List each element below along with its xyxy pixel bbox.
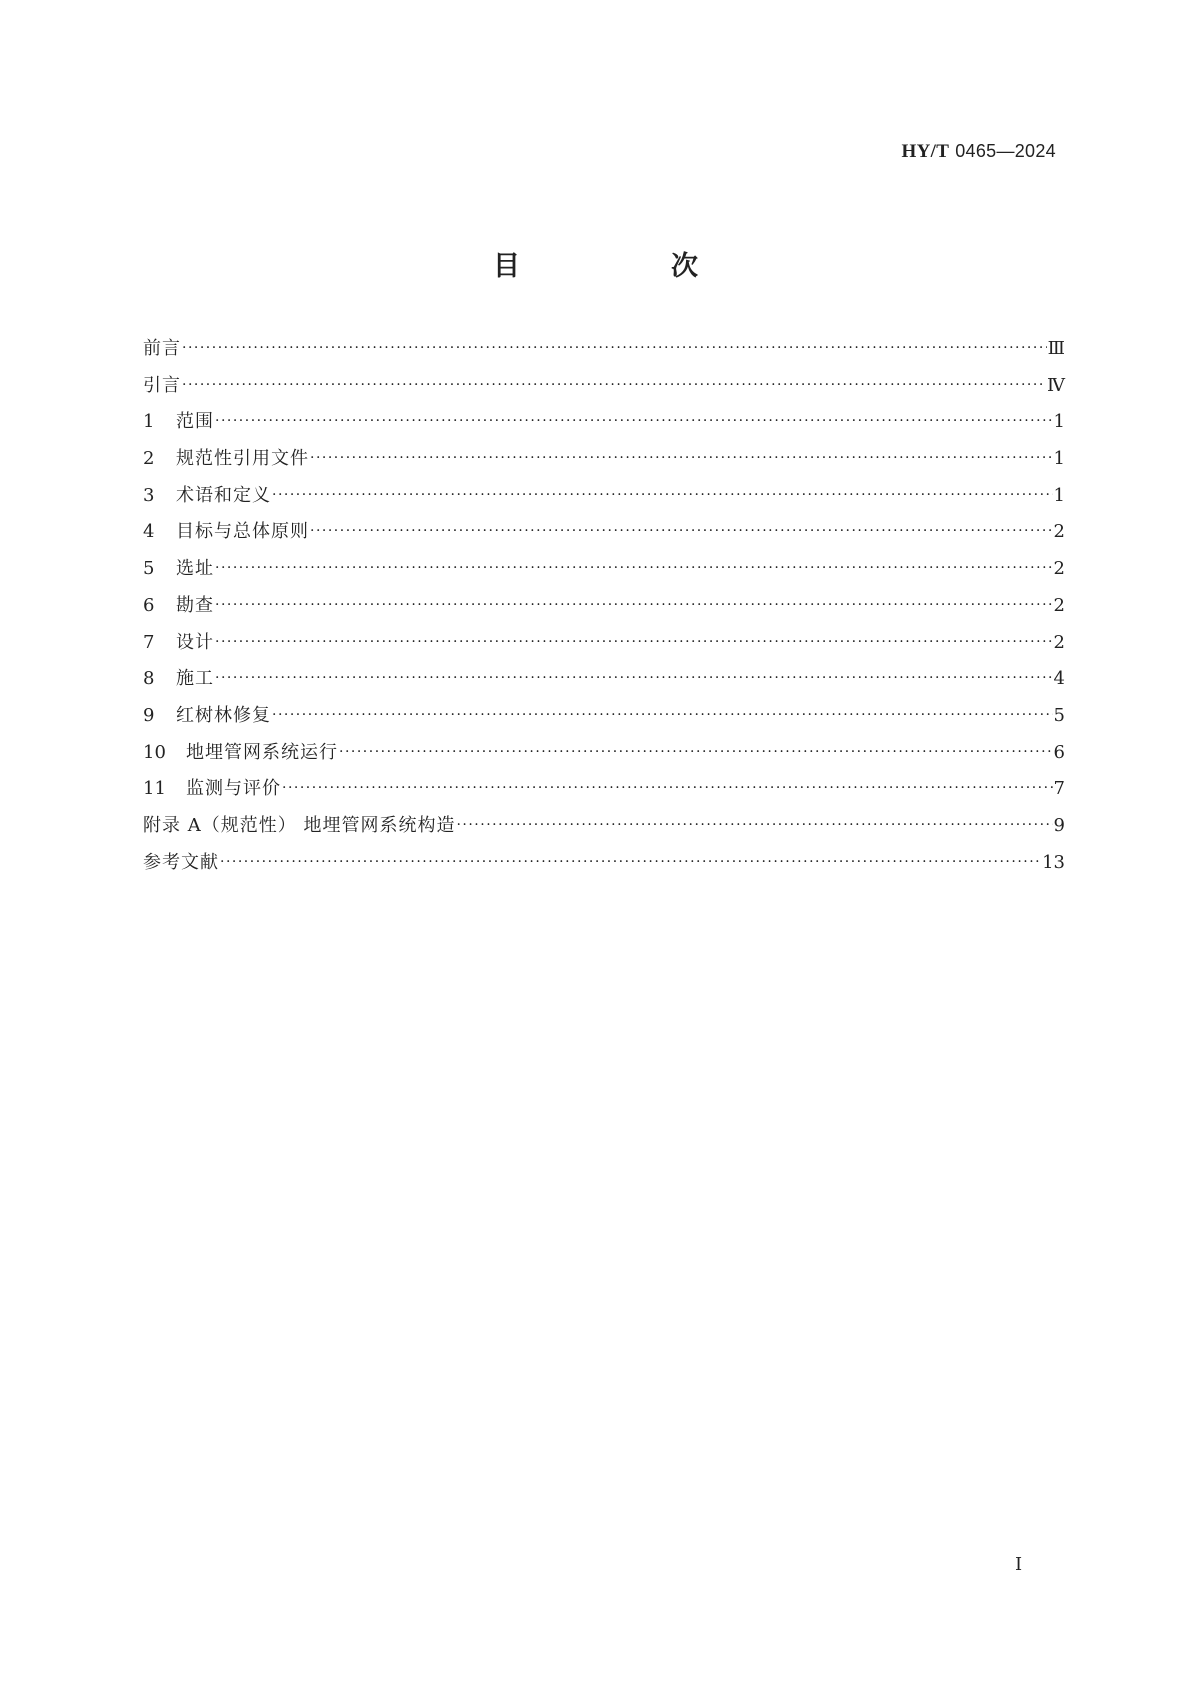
toc-entry-construction[interactable] [143,667,1065,704]
toc-entry-label: 地埋管网系统运行 [186,741,338,763]
toc-entry-label: 监测与评价 [186,778,281,800]
standard-code-number: 0465—2024 [955,141,1056,161]
toc-leader-dots [220,850,1041,874]
toc-entry-survey[interactable] [143,594,1065,631]
toc-leader-dots [339,740,1053,764]
page-number: I [1015,1554,1023,1575]
toc-entry-label: 施工 [176,668,214,690]
toc-entry-label: 附录 A（规范性） 地埋管网系统构造 [143,814,456,836]
toc-leader-dots [272,703,1053,727]
toc-entry-introduction[interactable] [143,374,1065,411]
toc-entry-design[interactable] [143,631,1065,668]
toc-entry-page: 5 [1053,704,1065,726]
toc-entry-label: 选址 [176,558,214,580]
toc-entry-mangrove-restoration[interactable] [143,704,1065,741]
toc-leader-dots [215,630,1053,654]
toc-entry-page: 13 [1042,851,1065,873]
toc-leader-dots [182,336,1047,360]
toc-entry-number: 4 [143,521,155,543]
toc-leader-dots [282,776,1053,800]
toc-entry-normative-references[interactable] [143,447,1065,484]
toc-entry-label: 目标与总体原则 [176,521,309,543]
toc-entry-number: 8 [143,668,155,690]
toc-entry-label: 红树林修复 [176,704,271,726]
toc-entry-foreword[interactable] [143,337,1065,374]
toc-title: 目 次 [493,251,760,282]
toc-entry-terms-definitions[interactable] [143,484,1065,521]
toc-entry-number: 9 [143,704,155,726]
toc-entry-number: 2 [143,448,155,470]
toc-entry-number: 3 [143,484,155,506]
toc-entry-page: Ⅲ [1047,338,1065,359]
toc-entry-page: 7 [1053,778,1065,800]
toc-entry-number: 6 [143,594,155,616]
toc-entry-page: 1 [1053,411,1065,433]
table-of-contents [143,337,1065,887]
toc-entry-page: 4 [1053,668,1065,690]
toc-entry-label: 前言 [143,338,181,359]
toc-entry-number: 7 [143,631,155,653]
toc-entry-number: 5 [143,558,155,580]
toc-leader-dots [182,373,1046,397]
standard-code-prefix: HY/T [901,141,950,162]
toc-entry-bibliography[interactable] [143,851,1065,888]
toc-entry-objectives-principles[interactable] [143,520,1065,557]
toc-entry-site-selection[interactable] [143,557,1065,594]
toc-entry-page: 2 [1053,521,1065,543]
toc-entry-page: 1 [1053,484,1065,506]
toc-leader-dots [215,666,1053,690]
toc-entry-number: 10 [143,741,166,763]
toc-leader-dots [456,813,1052,837]
standard-code [902,141,1056,163]
toc-entry-scope[interactable] [143,410,1065,447]
toc-leader-dots [215,556,1053,580]
toc-entry-number: 1 [143,411,155,433]
toc-leader-dots [215,409,1053,433]
toc-entry-label: 引言 [143,374,181,396]
toc-entry-page: 2 [1053,558,1065,580]
toc-entry-label: 参考文献 [143,851,219,873]
toc-leader-dots [272,483,1053,507]
toc-entry-label: 范围 [176,411,214,433]
toc-entry-page: 6 [1053,741,1065,763]
toc-entry-page: 9 [1053,814,1065,836]
toc-entry-page: 2 [1053,631,1065,653]
toc-entry-label: 勘查 [176,594,214,616]
toc-entry-page: 2 [1053,594,1065,616]
toc-entry-label: 规范性引用文件 [176,448,309,470]
toc-leader-dots [215,593,1053,617]
toc-entry-page: Ⅳ [1047,374,1065,396]
toc-entry-pipe-network-operation[interactable] [143,741,1065,778]
toc-entry-label: 设计 [176,631,214,653]
toc-entry-number: 11 [143,778,166,800]
toc-leader-dots [310,519,1053,543]
toc-entry-monitoring-evaluation[interactable] [143,777,1065,814]
toc-entry-label: 术语和定义 [176,484,271,506]
toc-entry-appendix-a[interactable] [143,814,1065,851]
toc-entry-page: 1 [1053,448,1065,470]
toc-leader-dots [310,446,1053,470]
